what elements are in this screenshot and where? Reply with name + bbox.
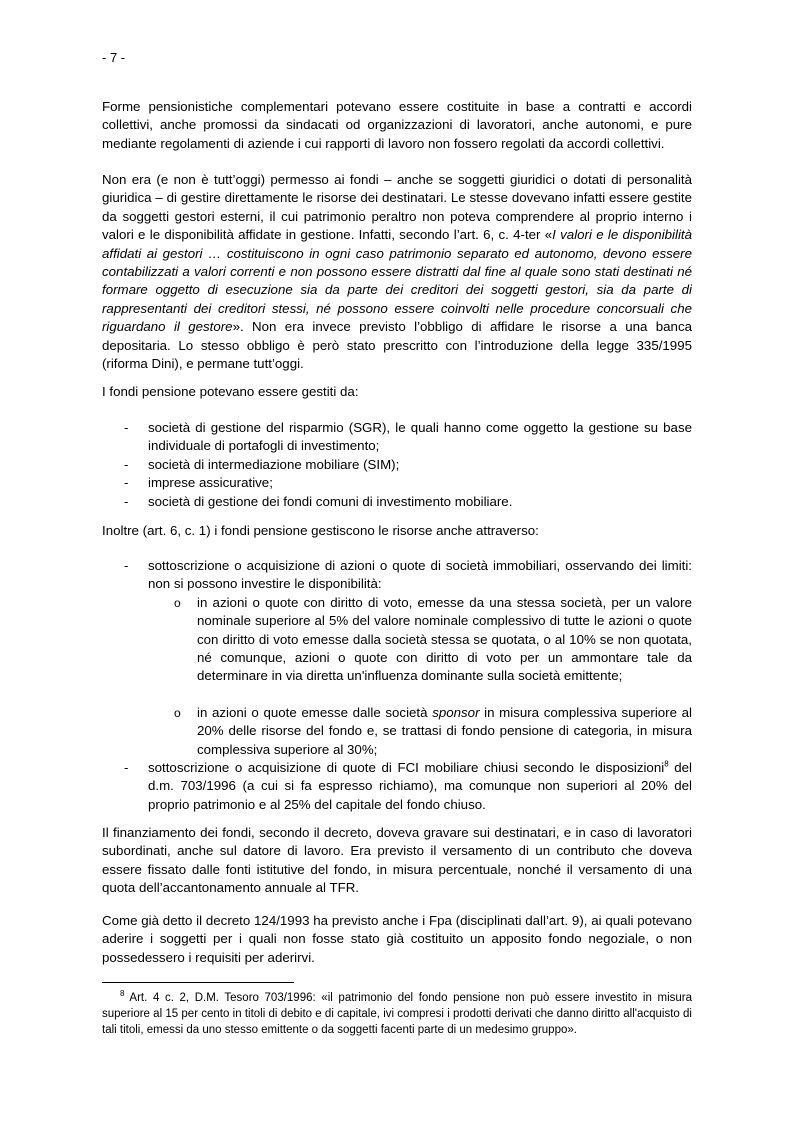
footnote-reference: 8 — [664, 759, 669, 769]
footnote-divider — [102, 982, 294, 983]
list-item: - imprese assicurative; — [124, 475, 273, 491]
paragraph-finanziamento: Il finanziamento dei fondi, secondo il decreto, doveva gravare sui destinatari, e in caso di lavoratori subordinati, anche sul datore di lavoro. Era previsto il versamento di un contributo che doveva essere fissato dalle fonti istitutive del fondo, in misura percentuale, nonché il versamento di una quota dell’accantonamento annuale al TFR. — [102, 825, 692, 896]
list-item: - società di gestione del risparmio (SGR), le quali hanno come oggetto la gestione su base individuale di portafogli di investimento; — [124, 420, 692, 454]
sub-list-item: o in azioni o quote emesse dalle società sponsor in misura complessiva superiore al 20% delle risorse del fondo e, se trattasi di fondo pensione di categoria, in misura complessiva superiore al 30%; — [174, 704, 692, 757]
paragraph-fpa: Come già detto il decreto 124/1993 ha previsto anche i Fpa (disciplinati dall’art. 9), ai quali potevano aderire i soggetti per i quali non fosse stato già costituito un apposito fondo negoziale, o non possedessero i requisiti per aderirvi. — [102, 913, 692, 965]
paragraph-inoltre: Inoltre (art. 6, c. 1) i fondi pensione gestiscono le risorse anche attraverso: — [102, 523, 539, 538]
paragraph-forme-pensionistiche: Forme pensionistiche complementari potevano essere costituite in base a contratti e accordi collettivi, anche promossi da sindacati od organizzazioni di lavoratori, anche autonomi, e pure mediante regolamenti di aziende i cui rapporti di lavoro non fossero regolati da accordi collettivi. — [102, 99, 692, 151]
list-item: - sottoscrizione o acquisizione di quote di FCI mobiliare chiusi secondo le disposizioni$^8$ del d.m. 703/1996 (a cui si fa espresso richiamo), ma comunque non superiori al 20% del proprio patrimonio e al 25% del capitale del fondo chiuso. — [124, 759, 692, 812]
quote-art-6: I valori e le disponibilità affidati ai gestori … costituiscono in ogni caso patrimonio separato ed autonomo, devono essere contabilizzati a valori correnti e non possono essere distratti dal fine al quale sono stati destinati né formare oggetto di esecuzione sia da parte dei creditori dei soggetti gestori, sia da parte di rappresentanti dei creditori stessi, né possono essere coinvolti nelle procedure concorsuali che riguardano il gestore — [102, 227, 693, 335]
paragraph-gestiti-da: I fondi pensione potevano essere gestiti da: — [102, 384, 359, 399]
paragraph-gestione-risorse: Non era (e non è tutt’oggi) permesso ai fondi – anche se soggetti giuridici o dotati di personalità giuridica – di gestire direttamente le risorse dei destinatari. Le stesse dovevano infatti essere gestite da soggetti gestori esterni, il cui patrimonio peraltro non poteva comprendere al proprio interno i valori e le disponibilità affidate in gestione. Infatti, secondo l’art. 6, c. 4-ter «I valori e le disponibilità affidati ai gestori … costituiscono in ogni caso patrimonio separato ed autonomo, devono essere contabilizzati a valori correnti e non possono essere distratti dal fine al quale sono stati destinati né formare oggetto di esecuzione sia da parte dei creditori dei soggetti gestori, sia da parte di rappresentanti dei creditori stessi, né possono essere coinvolti nelle procedure concorsuali che riguardano il gestore». Non era invece previsto l’obbligo di affidare le risorse a una banca depositaria. Lo stesso obbligo è però stato prescritto con l’introduzione della legge 335/1995 (riforma Dini), e permane tutt’oggi. — [102, 172, 693, 372]
page-number: - 7 - — [102, 50, 126, 65]
sub-list-item: o in azioni o quote con diritto di voto, emesse da una stessa società, per un valore nominale superiore al 5% del valore nominale complessivo di tutte le azioni o quote con diritto di voto emesse dalla società stessa se quotata, o al 10% se non quotata, né comunque, azioni o quote con diritto di voto per un ammontare tale da determinare in via diretta un'influenza dominante sulla società emittente; — [174, 594, 692, 684]
list-item: - società di gestione dei fondi comuni di investimento mobiliare. — [124, 493, 513, 509]
list-item: - sottoscrizione o acquisizione di azioni o quote di società immobiliari, osservando dei limiti: non si possono investire le disponibilità: — [124, 558, 692, 592]
footnote: $^8$ Art. 4 c. 2, D.M. Tesoro 703/1996: «il patrimonio del fondo pensione non può essere investito in misura superiore al 15 per cento in titoli di debito e di capitale, ivi compresi i prodotti derivati che danno diritto all'acquisto di tali titoli, emessi da uno stesso emittente o da soggetti facenti parte di un medesimo gruppo». — [102, 989, 692, 1036]
list-item: - società di intermediazione mobiliare (SIM); — [124, 456, 400, 472]
list-gestori — [102, 419, 692, 511]
footnote-mark: 8 — [120, 989, 125, 999]
list-risorse — [102, 557, 692, 814]
